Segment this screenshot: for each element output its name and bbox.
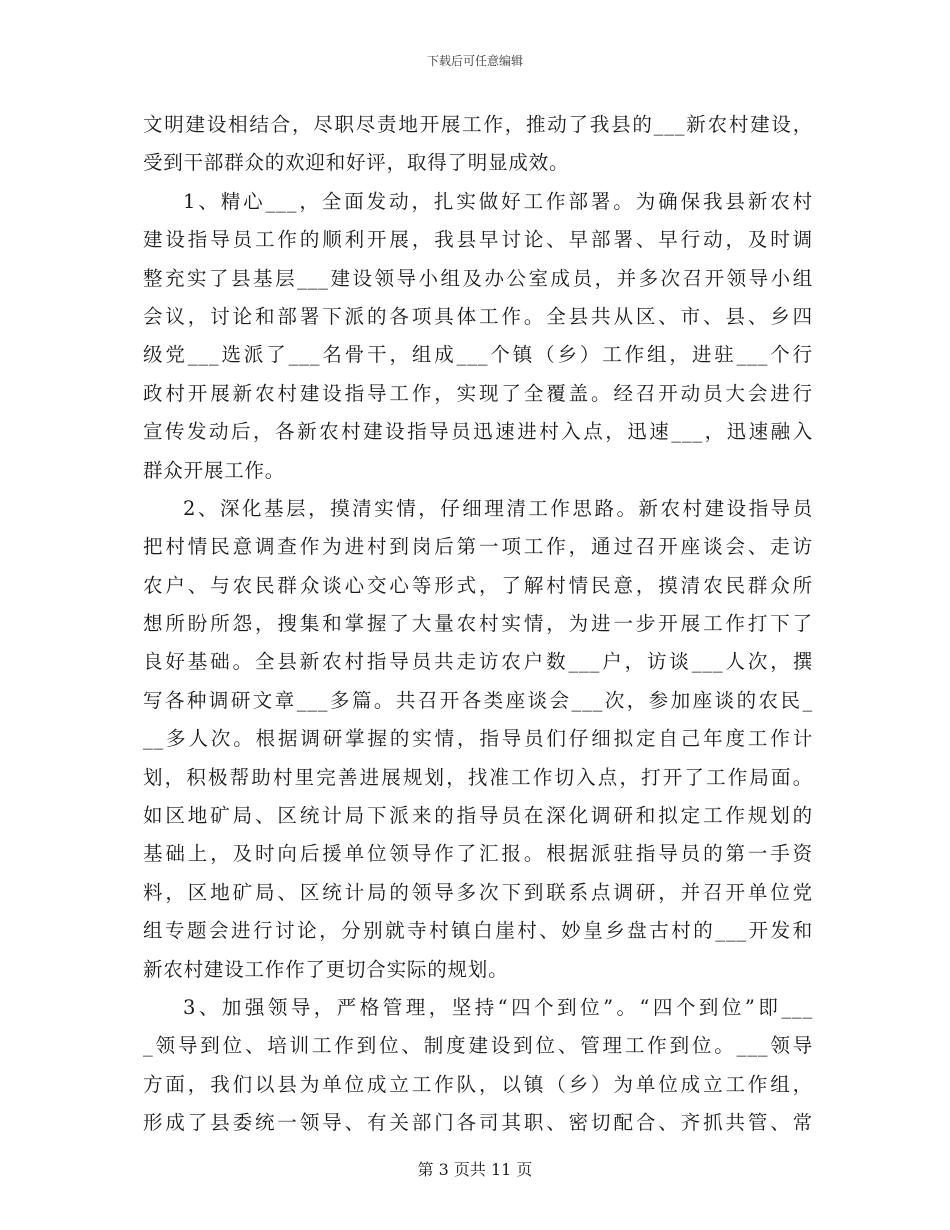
text-line: 料，区地矿局、区统计局的领导多次下到联系点调研，并召开单位党: [143, 880, 813, 904]
text-line: 农户、与农民群众谈心交心等形式，了解村情民意，摸清农民群众所: [143, 573, 813, 597]
page-header: 下载后可任意编辑: [426, 54, 523, 68]
text-line: 把村情民意调查作为进村到岗后第一项工作，通过召开座谈会、走访: [143, 535, 813, 559]
text-line: 3、加强领导，严格管理，坚持“四个到位”。“四个到位”即___: [183, 995, 813, 1019]
text-line: 想所盼所怨，搜集和掌握了大量农村实情，为进一步开展工作打下了: [143, 612, 813, 636]
text-line: 会议，讨论和部署下派的各项具体工作。全县共从区、市、县、乡四: [143, 304, 813, 328]
text-line: 文明建设相结合，尽职尽责地开展工作，推动了我县的___新农村建设，: [143, 113, 813, 136]
text-line: 基础上，及时向后援单位领导作了汇报。根据派驻指导员的第一手资: [143, 842, 813, 866]
text-line: 新农村建设工作作了更切合实际的规划。: [143, 957, 509, 981]
text-line: 组专题会进行讨论，分别就寺村镇白崖村、妙皇乡盘古村的___开发和: [143, 919, 813, 943]
text-line: 形成了县委统一领导、有关部门各司其职、密切配合、齐抓共管、常: [143, 1111, 813, 1135]
text-line: 写各种调研文章___多篇。共召开各类座谈会___次，参加座谈的农民_: [143, 688, 813, 712]
text-line: 建设指导员工作的顺利开展，我县早讨论、早部署、早行动，及时调: [143, 228, 813, 252]
text-line: 级党___选派了___名骨干，组成___个镇（乡）工作组，进驻___个行: [143, 343, 813, 367]
text-line: 整充实了县基层___建设领导小组及办公室成员，并多次召开领导小组: [143, 266, 813, 290]
text-line: 群众开展工作。: [143, 458, 286, 482]
text-line: 1、精心___，全面发动，扎实做好工作部署。为确保我县新农村: [183, 189, 813, 213]
text-line: 如区地矿局、区统计局下派来的指导员在深化调研和拟定工作规划的: [143, 804, 813, 828]
text-line: __多人次。根据调研掌握的实情，指导员们仔细拟定自己年度工作计: [143, 727, 813, 751]
text-line: 方面，我们以县为单位成立工作队，以镇（乡）为单位成立工作组，: [143, 1072, 813, 1096]
text-line: 良好基础。全县新农村指导员共走访农户数___户，访谈___人次，撰: [143, 650, 813, 674]
text-line: 2、深化基层，摸清实情，仔细理清工作思路。新农村建设指导员: [183, 496, 813, 520]
text-line: 宣传发动后，各新农村建设指导员迅速进村入点，迅速___，迅速融入: [143, 420, 813, 444]
text-line: 受到干部群众的欢迎和好评，取得了明显成效。: [143, 151, 570, 175]
text-line: 政村开展新农村建设指导工作，实现了全覆盖。经召开动员大会进行: [143, 381, 813, 405]
text-line: _领导到位、培训工作到位、制度建设到位、管理工作到位。___领导: [143, 1034, 813, 1058]
page-footer: 第 3 页共 11 页: [417, 1160, 533, 1179]
text-line: 划，积极帮助村里完善进展规划，找准工作切入点，打开了工作局面。: [143, 765, 813, 789]
document-body: [143, 106, 813, 1143]
